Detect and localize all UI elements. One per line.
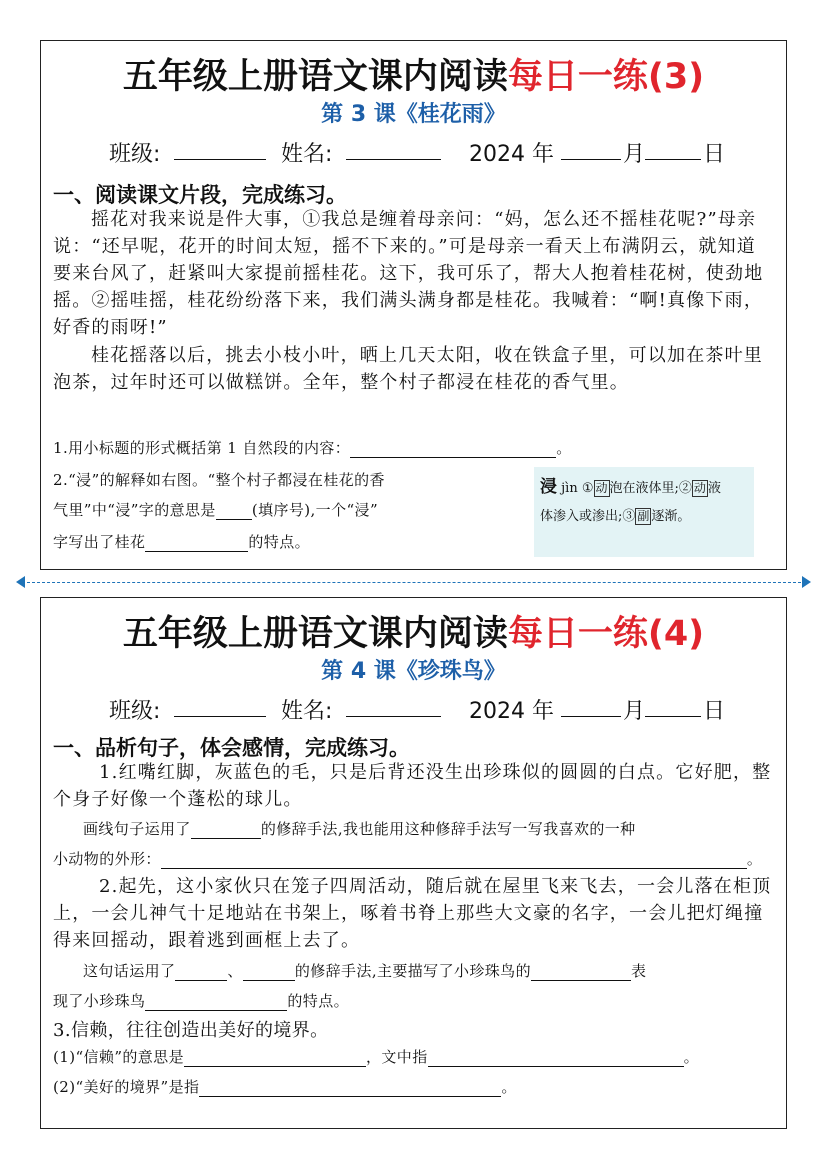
sentence-2-question-line-2 bbox=[53, 990, 349, 1011]
class-label: 班级: bbox=[109, 142, 161, 167]
s1-q-end: 。 bbox=[746, 850, 763, 868]
worksheet-3 bbox=[40, 40, 787, 570]
dashed-divider bbox=[22, 582, 806, 583]
title-daily-practice: 每日一练(4) bbox=[507, 614, 705, 654]
question-2-text-b: (填序号),一个“浸” bbox=[251, 501, 379, 519]
question-2-line-2 bbox=[53, 499, 378, 520]
s2-q-text-d: 现了小珍珠鸟 bbox=[53, 992, 146, 1010]
dict-pos-2: 动 bbox=[693, 481, 706, 495]
dictionary-entry-image bbox=[534, 467, 754, 557]
month-blank[interactable] bbox=[561, 694, 621, 717]
month-blank[interactable] bbox=[561, 137, 621, 160]
class-blank[interactable] bbox=[174, 694, 266, 717]
sentence-1-question-line-2 bbox=[53, 848, 762, 869]
s1-q-blank-writing[interactable] bbox=[161, 852, 747, 869]
question-1-blank[interactable] bbox=[350, 441, 556, 458]
s3-q1-text-a: (1)“信赖”的意思是 bbox=[53, 1048, 184, 1066]
year-label: 2024 年 bbox=[469, 699, 554, 724]
sentence-3-question-2 bbox=[53, 1076, 517, 1097]
day-label: 日 bbox=[703, 142, 726, 167]
day-blank[interactable] bbox=[645, 694, 701, 717]
arrow-right-icon bbox=[802, 576, 811, 588]
title-main: 五年级上册语文课内阅读 bbox=[122, 614, 508, 654]
dict-pos-3: 副 bbox=[637, 509, 650, 523]
question-2-line-3 bbox=[53, 531, 310, 552]
arrow-left-icon bbox=[16, 576, 25, 588]
dict-pinyin: jìn bbox=[561, 481, 578, 496]
s2-q-blank-2[interactable] bbox=[243, 964, 295, 981]
s2-q-text-b: 的修辞手法,主要描写了小珍珠鸟的 bbox=[294, 962, 531, 980]
s2-q-blank-1[interactable] bbox=[175, 964, 227, 981]
dict-sense-3-number: ③ bbox=[622, 509, 636, 524]
dict-sense-2-number: ② bbox=[678, 481, 692, 496]
dict-sense-2a: 液 bbox=[707, 481, 721, 496]
question-2-blank-number[interactable] bbox=[216, 503, 252, 520]
section-heading: 一、阅读课文片段，完成练习。 bbox=[53, 183, 347, 207]
year-label: 2024 年 bbox=[469, 142, 554, 167]
name-blank[interactable] bbox=[346, 694, 441, 717]
day-blank[interactable] bbox=[645, 137, 701, 160]
s1-q-text-b: 的修辞手法,我也能用这种修辞手法写一写我喜欢的一种 bbox=[260, 820, 636, 838]
dict-sense-3: 逐渐。 bbox=[651, 509, 691, 524]
s1-q-text-c: 小动物的外形： bbox=[53, 850, 161, 868]
s2-q-text-e: 的特点。 bbox=[287, 992, 350, 1010]
s3-q1-end: 。 bbox=[683, 1048, 700, 1066]
s3-q2-blank[interactable] bbox=[199, 1080, 501, 1097]
sentence-3: 3.信赖，往往创造出美好的境界。 bbox=[53, 1020, 329, 1041]
s2-q-separator: 、 bbox=[227, 962, 243, 980]
title-main: 五年级上册语文课内阅读 bbox=[122, 57, 508, 97]
dict-headword: 浸 bbox=[540, 477, 557, 497]
month-label: 月 bbox=[623, 142, 646, 167]
dict-sense-2b: 体渗入或渗出; bbox=[540, 509, 623, 524]
day-label: 日 bbox=[703, 699, 726, 724]
s1-q-text-a: 画线句子运用了 bbox=[83, 820, 191, 838]
s2-q-text-a: 这句话运用了 bbox=[83, 962, 176, 980]
question-2-text-d: 的特点。 bbox=[248, 533, 311, 551]
question-1 bbox=[53, 437, 572, 458]
s1-q-blank-rhetoric[interactable] bbox=[191, 822, 261, 839]
reading-paragraph-1: 摇花对我来说是件大事，①我总是缠着母亲问：“妈，怎么还不摇桂花呢?”母亲说：“还早呢，花开的时间太短，摇不下来的。”可是母亲一看天上布满阴云，就知道要来台风了，赶紧叫大家提前摇桂花。这下，我可乐了，帮大人抱着桂花树，使劲地摇。②摇哇摇，桂花纷纷落下来，我们满头满身都是桂花。我喊着：“啊!真像下雨，好香的雨呀!” bbox=[53, 209, 764, 338]
month-label: 月 bbox=[623, 699, 646, 724]
question-2-blank-feature[interactable] bbox=[145, 535, 248, 552]
s3-q1-blank-refers[interactable] bbox=[428, 1050, 684, 1067]
s3-q2-text: (2)“美好的境界”是指 bbox=[53, 1078, 200, 1096]
lesson-title: 第 4 课《珍珠鸟》 bbox=[321, 659, 506, 684]
s2-q-blank-4[interactable] bbox=[145, 994, 287, 1011]
question-2-text-a: 气里”中“浸”字的意思是 bbox=[53, 501, 216, 519]
sentence-1-question-line-1 bbox=[83, 818, 636, 839]
student-info-row bbox=[41, 137, 786, 167]
dict-sense-1: 泡在液体里; bbox=[609, 481, 679, 496]
title-daily-practice: 每日一练(3) bbox=[507, 57, 705, 97]
class-label: 班级: bbox=[109, 699, 161, 724]
question-1-end: 。 bbox=[556, 439, 572, 457]
sentence-1: 1.红嘴红脚，灰蓝色的毛，只是后背还没生出珍珠似的圆圆的白点。它好肥，整个身子好像一个蓬松的球儿。 bbox=[53, 762, 772, 810]
s2-q-blank-3[interactable] bbox=[531, 964, 631, 981]
dict-pos-1: 动 bbox=[595, 481, 608, 495]
sentence-2: 2.起先，这小家伙只在笼子四周活动，随后就在屋里飞来飞去，一会儿落在柜顶上，一会儿神气十足地站在书架上，啄着书脊上那些大文豪的名字，一会儿把灯绳撞得来回摇动，跟着逃到画框上去了。 bbox=[53, 876, 772, 951]
name-label: 姓名: bbox=[281, 142, 333, 167]
question-2-text-c: 字写出了桂花 bbox=[53, 533, 146, 551]
sentence-3-question-1 bbox=[53, 1046, 699, 1067]
reading-paragraph-2: 桂花摇落以后，挑去小枝小叶，晒上几天太阳，收在铁盒子里，可以加在茶叶里泡茶，过年时还可以做糕饼。全年，整个村子都浸在桂花的香气里。 bbox=[53, 345, 763, 393]
worksheet-title bbox=[41, 49, 786, 99]
name-blank[interactable] bbox=[346, 137, 441, 160]
lesson-title: 第 3 课《桂花雨》 bbox=[321, 102, 506, 127]
question-2-line-1: 2.“浸”的解释如右图。“整个村子都浸在桂花的香 bbox=[53, 471, 385, 489]
student-info-row bbox=[41, 694, 786, 724]
section-heading: 一、品析句子，体会感情，完成练习。 bbox=[53, 736, 410, 760]
dict-sense-1-number: ① bbox=[581, 481, 594, 496]
question-1-text: 1.用小标题的形式概括第 1 自然段的内容： bbox=[53, 439, 351, 457]
s2-q-text-c: 表 bbox=[630, 962, 647, 980]
s3-q1-blank-meaning[interactable] bbox=[184, 1050, 366, 1067]
sentence-2-question-line-1 bbox=[83, 960, 646, 981]
worksheet-title bbox=[41, 606, 786, 656]
name-label: 姓名: bbox=[281, 699, 333, 724]
worksheet-4 bbox=[40, 597, 787, 1129]
s3-q1-text-b: ，文中指 bbox=[366, 1048, 428, 1066]
s3-q2-end: 。 bbox=[501, 1078, 517, 1096]
class-blank[interactable] bbox=[174, 137, 266, 160]
